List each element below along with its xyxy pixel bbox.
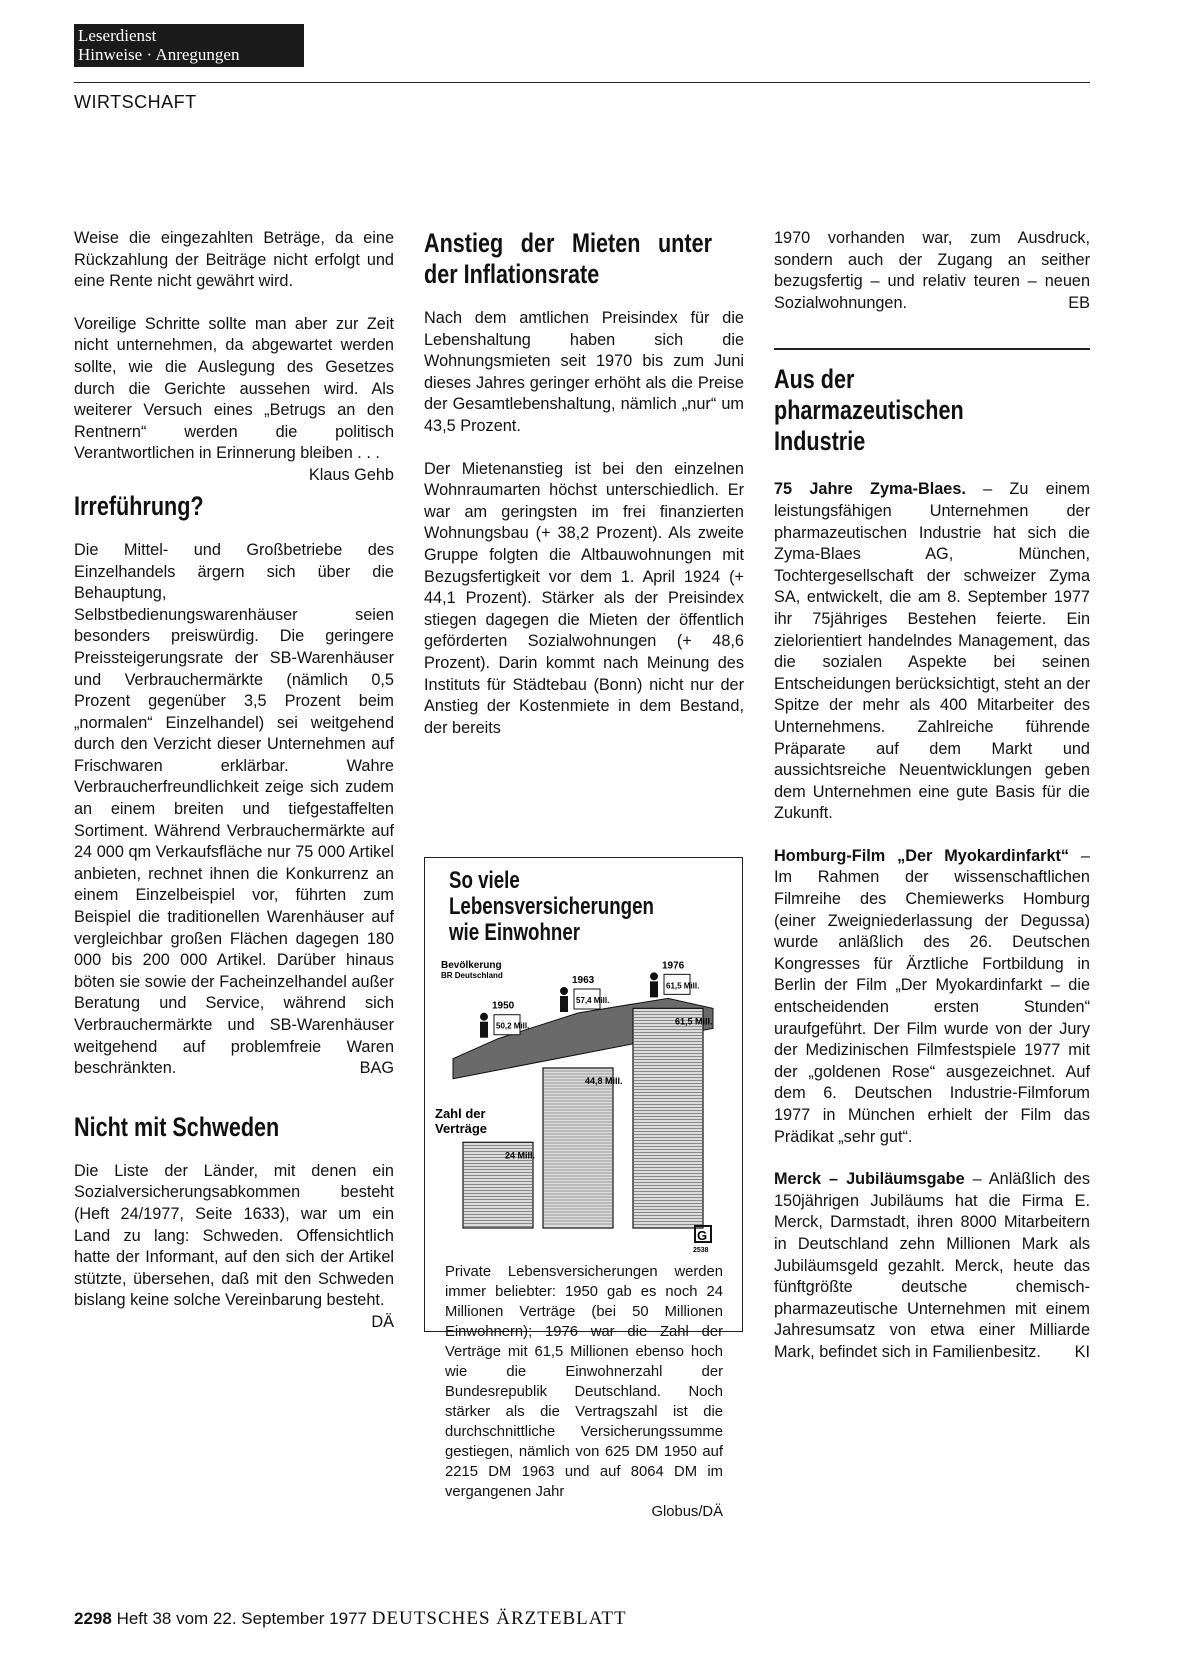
- chart-credit: Globus/DÄ: [651, 1504, 723, 1520]
- col3-zyma: [774, 479, 1090, 825]
- section-label: WIRTSCHAFT: [74, 92, 197, 112]
- chart-zahl-label-1: Zahl der: [435, 1106, 486, 1121]
- header-rule: [74, 82, 1090, 83]
- magazine-name: DEUTSCHES ÄRZTEBLATT: [371, 1608, 627, 1629]
- population-figure-body-1950: [480, 1022, 488, 1038]
- population-figure-body-1976: [650, 981, 658, 997]
- year-label-1963: 1963: [572, 975, 595, 986]
- contracts-label-1950: 24 Mill.: [505, 1150, 536, 1161]
- headline-pharma-line1: Aus der: [774, 364, 855, 395]
- col2-paragraph-2: Der Mietenanstieg ist bei den einzelnen Wohnraumarten höchst unterschiedlich. Er war am geringsten im frei finanzierten Wohnungsbau (+ 38,2 Prozent). Als zweite Gruppe folgten die Altbauwohnungen mit Bezugsfertigkeit vor dem 1. April 1924 (+ 44,1 Prozent). Stärker als der Preisindex stiegen dagegen die Mieten der öffentlich geförderten Sozialwohnungen (+ 48,6 Prozent). Darin kommt nach Meinung des Instituts für Städtebau (Bonn) nicht nur der Anstieg der Kostenmiete in dem Bestand, der bereits: [424, 459, 744, 737]
- headline-anstieg-der-mieten: [424, 228, 712, 290]
- col1-paragraph-3: [74, 540, 394, 1080]
- homburg-lead: Homburg-Film „Der Myokardinfarkt“: [774, 846, 1070, 865]
- population-figure-body-1963: [560, 996, 568, 1012]
- signature-klaus-gehb: Klaus Gehb: [308, 465, 394, 484]
- infographic-box: [424, 857, 743, 1520]
- population-label-1950: 50,2 Mill.: [496, 1021, 530, 1031]
- signature-ki: KI: [1074, 1342, 1090, 1361]
- headline-irrefuehrung: Irreführung?: [74, 490, 204, 521]
- signature-bag: BAG: [359, 1059, 394, 1078]
- population-figure-1976: [650, 972, 658, 980]
- zyma-text: – Zu einem leistungsfähigen Unternehmen der pharmazeutischen Industrie hat sich die Zyma-Blaes AG, München, Tochtergesellschaft der schweizer Zyma SA, entwickelt, die am 8. September 1977 ihr 75jähriges Bestehen feierte. Ein zielorientiert handelndes Management, das die sozialen Aspekte bei seinen Entscheidungen berücksichtigt, steht an der Spitze der mehr als 400 Mitarbeiter des Unternehmens. Zahlreiche führende Präparate auf dem Markt und aussichtsreiche Neuentwicklungen geben dem Unternehmen eine gute Basis für die Zukunft.: [774, 480, 1090, 823]
- col2-paragraph-1: Nach dem amtlichen Preisindex für die Lebenshaltung haben sich die Wohnungsmieten seit 1970 bis zum Juni dieses Jahres geringer erhöht als die Preise der Gesamtlebenshaltung, nämlich „nur“ um 43,5 Prozent.: [424, 309, 744, 435]
- column-1: [74, 228, 394, 1334]
- column-2: [424, 228, 744, 760]
- headline-pharma-line2: pharmazeutischen: [774, 395, 964, 426]
- headline-pharma-line3: Industrie: [774, 426, 866, 457]
- chart-title-line3: wie Einwohner: [449, 919, 581, 946]
- year-label-1950: 1950: [492, 1000, 515, 1012]
- year-label-1976: 1976: [662, 960, 685, 972]
- col1-paragraph-2: [74, 314, 394, 484]
- col3-paragraph-1-text: 1970 vorhanden war, zum Ausdruck, sondern auch der Zugang an seither bezugsfertig – und relativ teuren – neuen Sozialwohnungen.: [774, 229, 1090, 312]
- population-label-1976: 61,5 Mill.: [666, 981, 700, 991]
- issue-info: Heft 38 vom 22. September 1977: [116, 1609, 367, 1628]
- col1-paragraph-3-text: Die Mittel- und Großbetriebe des Einzelhandels ärgern sich über die Behauptung, Selbstbedienungswarenhäuser seien besonders preiswürdig. Die geringere Preissteigerungsrate der SB-Warenhäuser und Verbrauchermärkte (nämlich 0,5 Prozent gegenüber 3,5 Prozent beim „normalen“ Einzelhandel) sei weitgehend durch den Verzicht dieser Unternehmen auf Frischwaren erklärbar. Wahre Verbraucherfreundlichkeit zeige sich zudem an einem breiten und tiefgestaffelten Sortiment. Während Verbrauchermärkte auf 24 000 qm Verkaufsfläche nur 75 000 Artikel anbieten, rechnet ihnen die Konkurrenz an einem Einzelbeispiel vor, führten zum Beispiel die traditionellen Warenhäuser auf vergleichbar großen Flächen dagegen 180 000 bis 200 000 Artikel. Darüber hinaus böten sie sowie der Facheinzelhandel außer Beratung und Service, während sich Verbrauchermärkte und SB-Warenhäuser weitgehend auf problemfreie Waren beschränkten.: [74, 540, 394, 1078]
- chart-bev-label-1: Bevölkerung: [441, 960, 502, 971]
- column-3: [774, 228, 1090, 1385]
- zyma-lead: 75 Jahre Zyma-Blaes.: [774, 480, 966, 499]
- col1-paragraph-1: Weise die eingezahlten Beträge, da eine Rückzahlung der Beiträge nicht erfolgt und eine Rente nicht gewährt wird.: [74, 229, 394, 291]
- population-figure-1963: [560, 987, 568, 995]
- chart-caption-text: Private Lebensversicherungen werden immer beliebter: 1950 gab es noch 24 Millionen Verträge (bei 50 Millionen Einwohnern); 1976 war die Zahl der Verträge mit 61,5 Millionen ebenso hoch wie die Einwohnerzahl der Bundesrepublik Deutschland. Noch stärker als die Vertragszahl ist die durchschnittliche Versicherungssumme gestiegen, nämlich von 625 DM 1950 auf 2215 DM 1963 und auf 8064 DM im vergangenen Jahr: [445, 1264, 723, 1500]
- section-rule: [774, 348, 1090, 350]
- header-box-line1: Leserdienst: [78, 26, 157, 45]
- signature-eb: EB: [1068, 293, 1090, 312]
- col1-paragraph-4-text: Die Liste der Länder, mit denen ein Sozialversicherungsabkommen besteht (Heft 24/1977, Seite 1633), war um ein Land zu lang: Schweden. Offensichtlich hatte der Informant, auf den sich der Artikel stützte, übersehen, daß mit den Schweden bislang keine solche Vereinbarung besteht.: [74, 1161, 394, 1310]
- headline-nicht-mit-schweden: Nicht mit Schweden: [74, 1111, 280, 1142]
- globus-logo: [695, 1226, 711, 1243]
- globus-code: 2538: [693, 1247, 709, 1254]
- population-label-1963: 57,4 Mill.: [576, 996, 610, 1005]
- page-number: 2298: [74, 1609, 112, 1628]
- svg-text:G: G: [697, 1228, 708, 1243]
- chart-caption: [445, 1262, 723, 1522]
- chart-title-line2: Lebensversicherungen: [449, 893, 654, 920]
- col3-homburg: [774, 846, 1090, 1148]
- contracts-label-1963: 44,8 Mill.: [585, 1076, 623, 1086]
- headline-pharma: [774, 364, 1027, 457]
- chart-bev-label-2: BR Deutschland: [441, 971, 503, 980]
- signature-dae: DÄ: [371, 1312, 394, 1331]
- header-box: [74, 24, 304, 67]
- header-box-line2: Hinweise · Anregungen: [78, 45, 240, 64]
- headline-anstieg-text: Anstieg der Mieten unter der Inflationsrate: [424, 228, 712, 289]
- chart-zahl-label-2: Verträge: [435, 1121, 488, 1136]
- col1-paragraph-2-text: Voreilige Schritte sollte man aber zur Zeit nicht unternehmen, da abgewartet werden sollte, wie die Auslegung des Gesetzes durch die Gerichte aussehen wird. Als weiterer Versuch eines „Betrugs an den Rentnern“ werden die politisch Verantwortlichen in Erinnerung bleiben . . .: [74, 314, 394, 463]
- col1-paragraph-4: [74, 1161, 394, 1331]
- merck-text: – Anläßlich des 150jährigen Jubiläums hat die Firma E. Merck, Darmstadt, ihren 8000 Mitarbeitern in Deutschland zehn Millionen Mark als Jubiläumsgeld gezahlt. Merck, heute das fünftgrößte deutsche chemisch-pharmazeutische Unternehmen mit einem Jahresumsatz von etwa einer Milliarde Mark, befindet sich in Familienbesitz.: [774, 1170, 1090, 1361]
- population-figure-1950: [480, 1013, 488, 1021]
- contracts-label-1976: 61,5 Mill.: [675, 1016, 713, 1027]
- chart-graphic: [433, 958, 733, 1258]
- page-footer: [74, 1608, 627, 1630]
- chart-title: [449, 868, 654, 946]
- col3-paragraph-1: [774, 228, 1090, 314]
- homburg-text: – Im Rahmen der wissenschaftlichen Filmreihe des Chemiewerks Homburg (einer Zweigniederlassung der Degussa) wurde anläßlich des 26. Deutschen Kongresses für Ärztliche Fortbildung in Berlin der Film „Der Myokardinfarkt – die entscheidenden ersten Stunden“ uraufgeführt. Der Film wurde von der Jury der Medizinischen Filmfestspiele 1977 mit der „goldenen Rose“ ausgezeichnet. Auf dem 6. Deutschen Industrie-Filmforum 1977 in München erhielt der Film das Prädikat „sehr gut“.: [774, 846, 1090, 1146]
- chart-title-line1: So viele: [449, 867, 520, 894]
- col3-merck: [774, 1169, 1090, 1363]
- merck-lead: Merck – Jubiläumsgabe: [774, 1170, 965, 1189]
